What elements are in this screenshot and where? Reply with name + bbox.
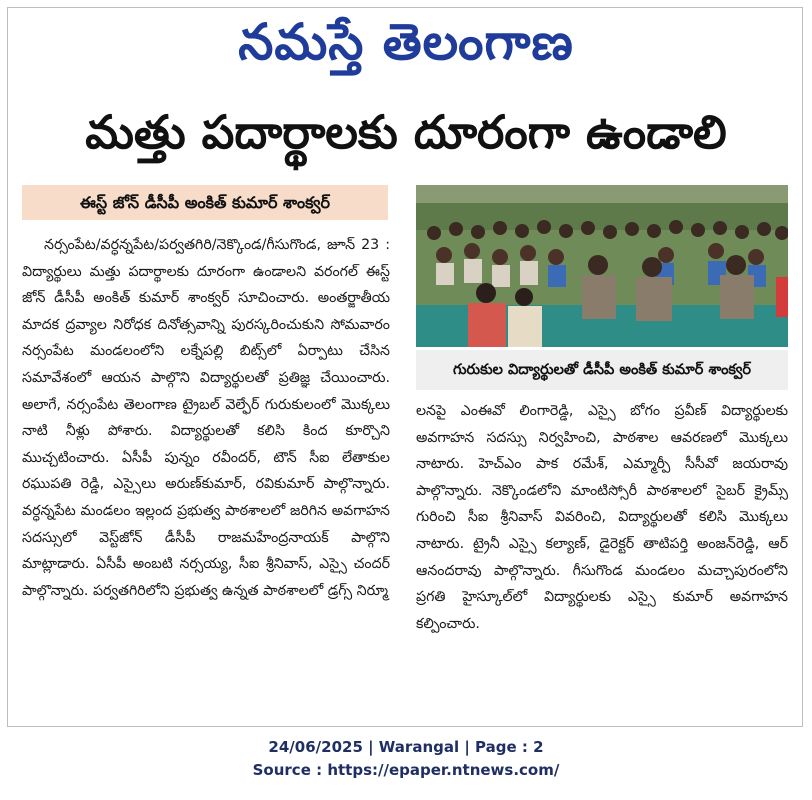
crowd-photo-illustration <box>416 185 788 347</box>
newspaper-masthead: నమస్తే తెలంగాణ <box>238 13 574 71</box>
article-body-left: నర్సంపేట/వర్ధన్నపేట/పర్వతగిరి/నెక్కొండ/గీసుగొండ, జూన్ 23 : విద్యార్థులు మత్తు పదార్థాలకు దూరంగా ఉండాలని వరంగల్ ఈస్ట్ జోన్ డీసీపీ అంకిత్ కుమార్ శాంక్వర్ సూచించారు. అంతర్జాతీయ మాదక ద్రవ్యాల నిరోధక దినోత్సవాన్ని పురస్కరించుకుని సోమవారం నర్సంపేట మండలంలోని లక్నేపల్లి బిట్స్‌లో ఏర్పాటు చేసిన సమావేశంలో ఆయన పాల్గొని విద్యార్థులతో ప్రతిజ్ఞ చేయించారు. అలాగే, నర్సంపేట తెలంగాణ ట్రైబల్ వెల్ఫేర్ గురుకులంలో మొక్కలు నాటి నీళ్లు పోశారు. విద్యార్థులతో కలిసి కింద కూర్చొని ముచ్చటించారు. ఏసీపీ పున్నం రవీందర్, టౌన్ సీఐ లేతాకుల రఘుపతి రెడ్డి, ఎస్సైలు అరుణ్‌కుమార్, రవికుమార్ పాల్గొన్నారు. వర్ధన్నపేట మండలం ఇల్లంద ప్రభుత్వ పాఠశాలలో జరిగిన అవగాహన సదస్సులో వెస్ట్‌జోన్ డీసీపీ రాజమహేంద్రనాయక్ పాల్గొని మాట్లాడారు. ఏసీపీ అంబటి నర్సయ్య, సీఐ శ్రీనివాస్, ఎస్సై చందర్ పాల్గొన్నారు. పర్వతగిరిలోని ప్రభుత్వ ఉన్నత పాఠశాలలో డ్రగ్స్ నిర్మూ <box>22 237 390 599</box>
article-column-left <box>22 232 390 718</box>
footer-date-edition: 24/06/2025 | Warangal | Page : 2 <box>268 738 544 756</box>
article-body-right: లనపై ఎంఈవో లింగారెడ్డి, ఎస్సై బోగం ప్రవీణ్ విద్యార్థులకు అవగాహన సదస్సు నిర్వహించి, పాఠశాల ఆవరణలో మొక్కలు నాటారు. హెచ్‌ఎం పాక రమేశ్, ఎమ్మార్పీ సీసీవో జయరావు పాల్గొన్నారు. నెక్కొండలోని మాంటిస్సోరీ పాఠశాలలో సైబర్ క్రైమ్స్ గురించి సీఐ శ్రీనివాస్ వివరించి, విద్యార్థులతో కలిసి మొక్కలు నాటారు. ట్రైనీ ఎస్సై కల్యాణ్, డైరెక్టర్ తాటిపర్తి అంజన్‌రెడ్డి, ఆర్ ఆనందరావు పాల్గొన్నారు. గీసుగొండ మండలం మచ్చాపురంలోని ప్రగతి హైస్కూల్‌లో విద్యార్థులకు ఎస్సై కుమార్ అవగాహన కల్పించారు. <box>416 403 788 632</box>
article-headline: మత్తు పదార్థాలకు దూరంగా ఉండాలి <box>85 105 727 159</box>
footer-source: Source : https://epaper.ntnews.com/ <box>252 761 560 779</box>
news-photo <box>416 185 788 347</box>
article-subhead: ఈస్ట్ జోన్ డీసీపీ అంకిత్ కుమార్ శాంక్వర్ <box>22 185 388 220</box>
article-column-right <box>416 398 788 718</box>
photo-caption: గురుకుల విద్యార్థులతో డీసీపీ అంకిత్ కుమార్ శాంక్వర్ <box>416 350 788 390</box>
